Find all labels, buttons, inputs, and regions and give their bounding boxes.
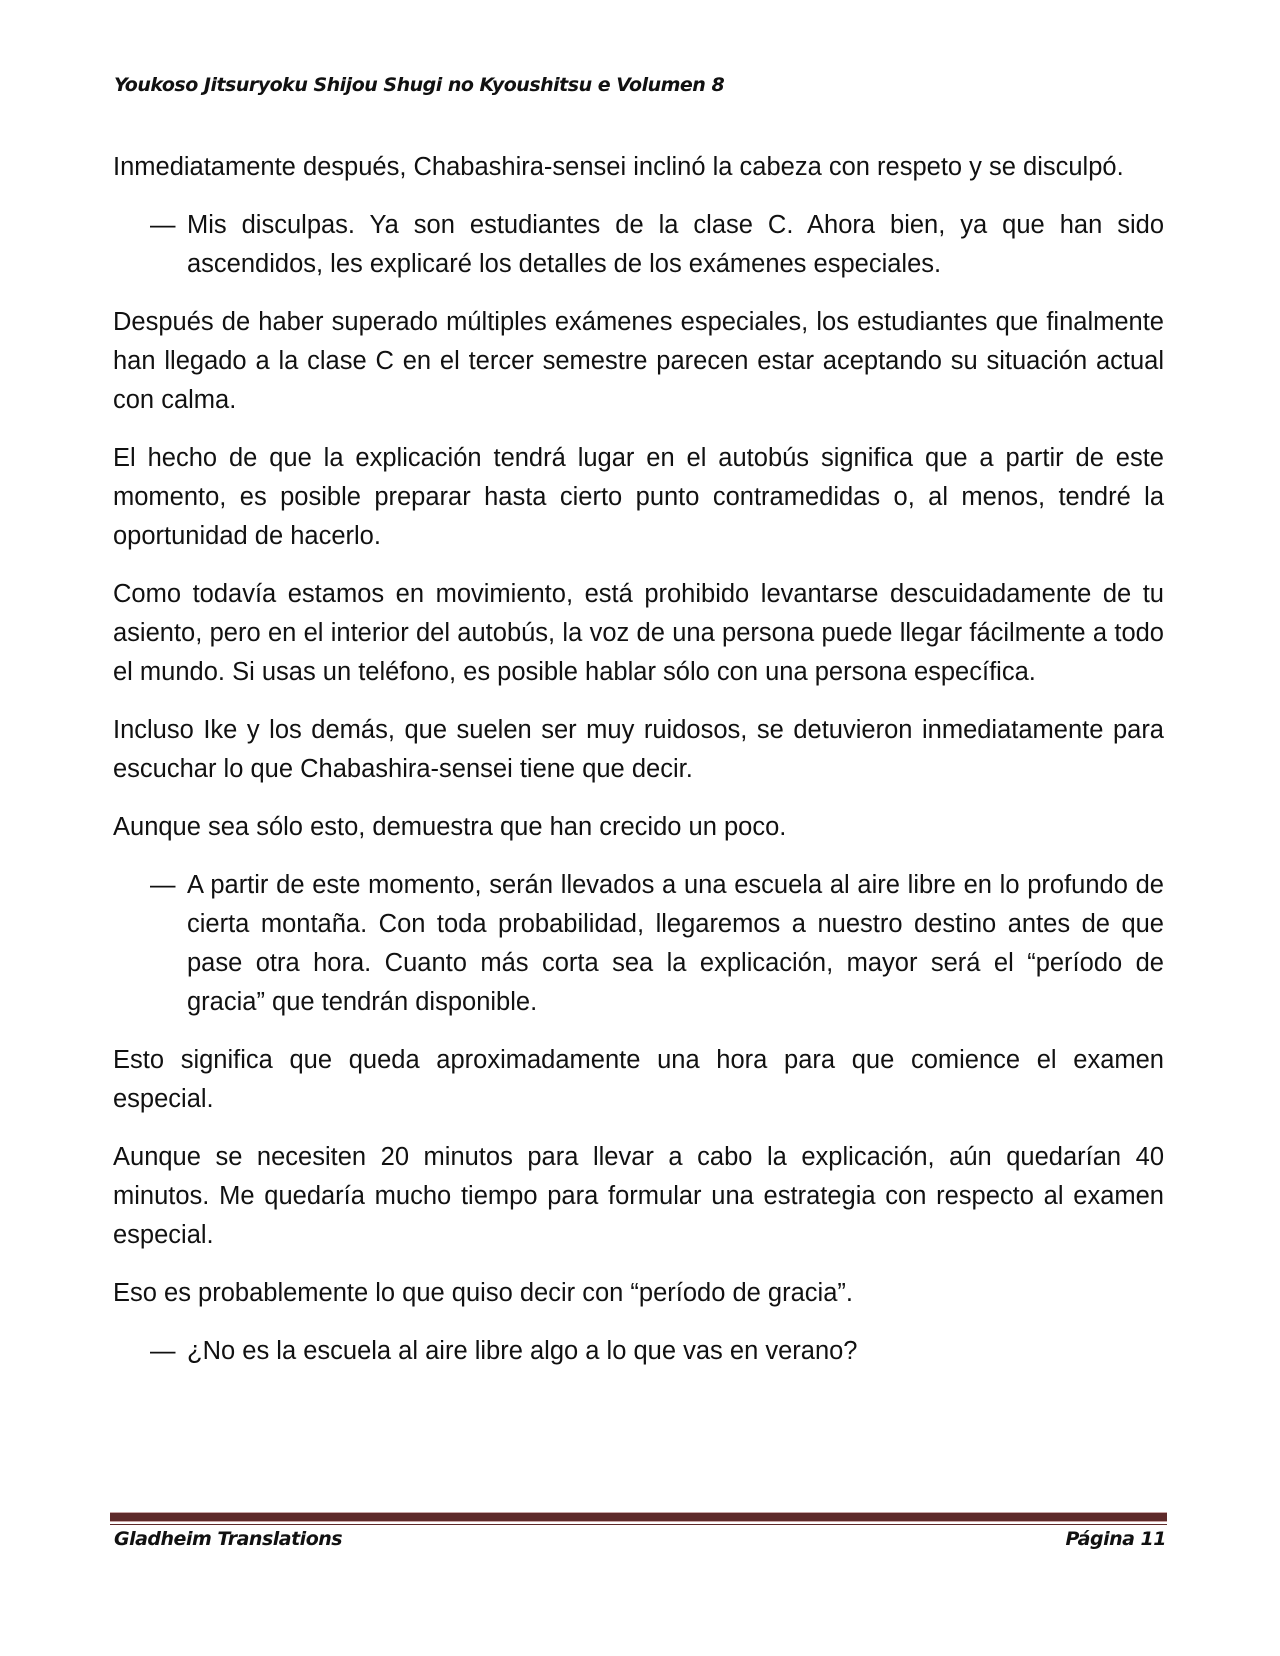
paragraph: Esto significa que queda aproximadamente una hora para que comience el examen especial. xyxy=(113,1046,1164,1113)
paragraph: Después de haber superado múltiples exámenes especiales, los estudiantes que finalmente han llegado a la clase C en el tercer semestre parecen estar aceptando su situación actual con calma. xyxy=(113,308,1164,414)
paragraph: Eso es probablemente lo que quiso decir con “período de gracia”. xyxy=(113,1279,853,1307)
footer-publisher: Gladheim Translations xyxy=(114,1528,343,1550)
paragraph: Incluso Ike y los demás, que suelen ser muy ruidosos, se detuvieron inmediatamente para escuchar lo que Chabashira-sensei tiene que decir. xyxy=(113,716,1164,783)
dialogue-line xyxy=(150,1332,1164,1371)
paragraph: El hecho de que la explicación tendrá lugar en el autobús significa que a partir de este momento, es posible preparar hasta cierto punto contramedidas o, al menos, tendré la oportunidad de hacerlo. xyxy=(113,444,1164,550)
page-body xyxy=(113,148,1164,1390)
dialogue-text: Mis disculpas. Ya son estudiantes de la clase C. Ahora bien, ya que han sido ascendidos, les explicaré los detalles de los exámenes especiales. xyxy=(187,211,1164,278)
running-header: Youkoso Jitsuryoku Shijou Shugi no Kyoushitsu e Volumen 8 xyxy=(114,74,725,96)
footer-divider xyxy=(110,1512,1167,1522)
dialogue-line xyxy=(150,206,1164,284)
paragraph: Inmediatamente después, Chabashira-sensei inclinó la cabeza con respeto y se disculpó. xyxy=(113,153,1124,181)
dialogue-line xyxy=(150,866,1164,1022)
dialogue-text: A partir de este momento, serán llevados a una escuela al aire libre en lo profundo de cierta montaña. Con toda probabilidad, llegaremos a nuestro destino antes de que pase otra hora. Cuanto más corta sea la explicación, mayor será el “período de gracia” que tendrán disponible. xyxy=(187,871,1164,1016)
paragraph: Aunque sea sólo esto, demuestra que han crecido un poco. xyxy=(113,813,787,841)
dialogue-dash: — xyxy=(150,211,176,239)
dialogue-dash: — xyxy=(150,1337,176,1365)
paragraph: Aunque se necesiten 20 minutos para llevar a cabo la explicación, aún quedarían 40 minutos. Me quedaría mucho tiempo para formular una estrategia con respecto al examen especial. xyxy=(113,1143,1164,1249)
dialogue-dash: — xyxy=(150,871,176,899)
dialogue-text: ¿No es la escuela al aire libre algo a lo que vas en verano? xyxy=(187,1337,858,1365)
page-number: Página 11 xyxy=(1065,1528,1166,1550)
paragraph: Como todavía estamos en movimiento, está prohibido levantarse descuidadamente de tu asiento, pero en el interior del autobús, la voz de una persona puede llegar fácilmente a todo el mundo. Si usas un teléfono, es posible hablar sólo con una persona específica. xyxy=(113,580,1164,686)
